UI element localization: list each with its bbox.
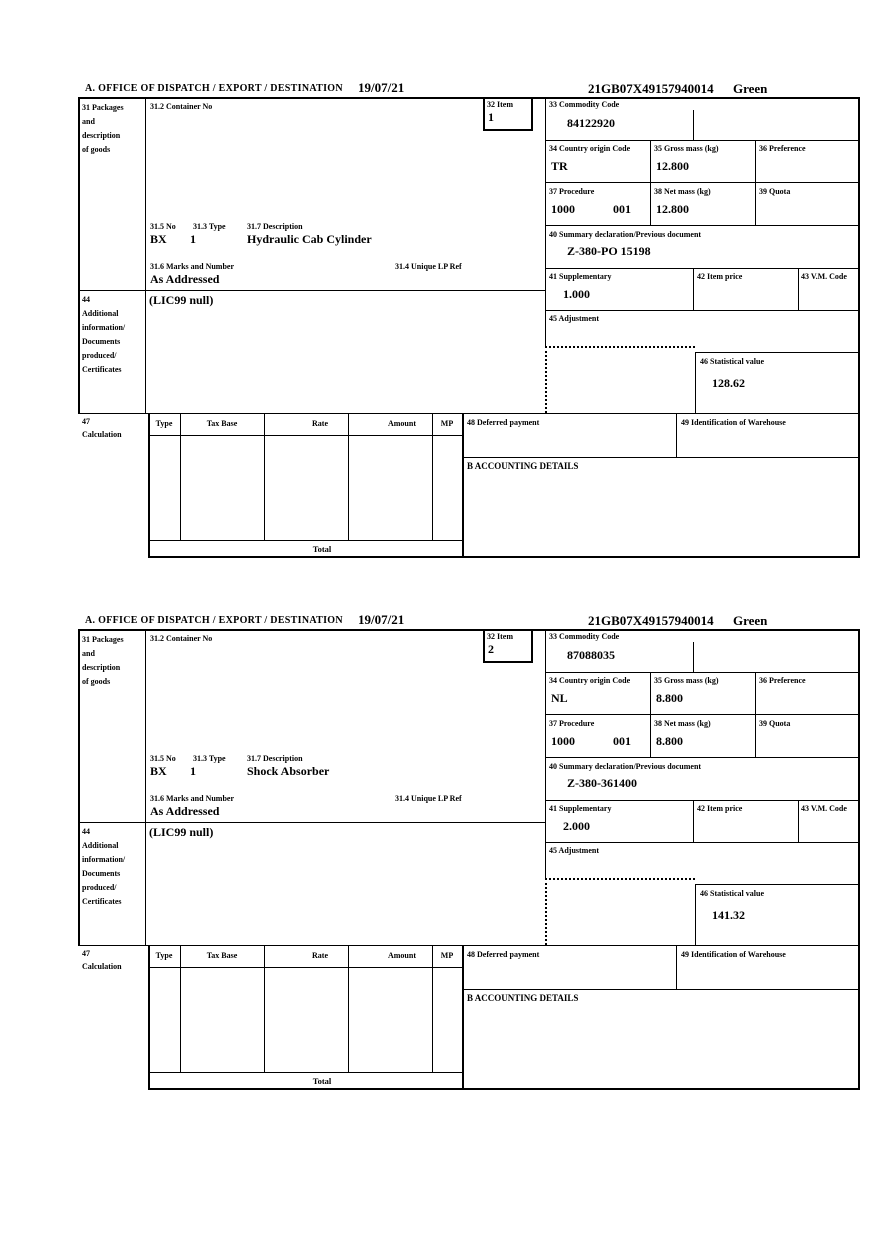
accounting-details-label: B ACCOUNTING DETAILS bbox=[467, 461, 579, 471]
marks-and-number-label: 31.6 Marks and Number bbox=[150, 262, 235, 271]
taxtable-header-underline bbox=[148, 967, 464, 968]
commodity-code-label: 33 Commodity Code bbox=[549, 100, 620, 109]
item-price-label: 42 Item price bbox=[697, 272, 743, 281]
box44-label-line2: Additional bbox=[82, 309, 119, 318]
gross-mass-label: 35 Gross mass (kg) bbox=[654, 676, 719, 685]
commodity-subfield-tick bbox=[693, 110, 694, 140]
gross-mass-value: 12.800 bbox=[656, 159, 689, 173]
commodity-code-value: 87088035 bbox=[567, 648, 615, 662]
declaration-date: 19/07/21 bbox=[358, 80, 405, 95]
item-number-value: 1 bbox=[488, 110, 494, 124]
taxtable-col1-divider bbox=[180, 945, 181, 1072]
dashed-top-border bbox=[545, 346, 695, 348]
box31-label-line3: description bbox=[82, 663, 121, 672]
deferred-payment-label: 48 Deferred payment bbox=[467, 950, 540, 959]
row48-bottom-border bbox=[462, 457, 860, 458]
item-declaration-block bbox=[78, 80, 862, 560]
outer-right-border bbox=[858, 629, 860, 1090]
additional-info-value: (LIC99 null) bbox=[149, 825, 214, 839]
box31-label-line2: and bbox=[82, 649, 95, 658]
commodity-code-label: 33 Commodity Code bbox=[549, 632, 620, 641]
tax-amount-header: Amount bbox=[387, 951, 416, 960]
package-kind-value: BX bbox=[150, 232, 167, 246]
section-divider-line bbox=[78, 413, 860, 414]
box31-label-line1: 31 Packages bbox=[82, 635, 124, 644]
net-mass-value: 8.800 bbox=[656, 734, 683, 748]
unique-lp-ref-label: 31.4 Unique LP Ref bbox=[395, 262, 462, 271]
col48-49-divider bbox=[676, 413, 677, 457]
box44-label-line2: Additional bbox=[82, 841, 119, 850]
route-status: Green bbox=[733, 81, 768, 96]
procedure-value: 1000 bbox=[551, 734, 575, 748]
goods-description-value: Shock Absorber bbox=[247, 764, 330, 778]
net-mass-value: 12.800 bbox=[656, 202, 689, 216]
row40-bottom-border bbox=[545, 800, 860, 801]
row34-bottom-border bbox=[545, 182, 860, 183]
tax-type-header: Type bbox=[155, 419, 173, 428]
procedure-value: 1000 bbox=[551, 202, 575, 216]
marks-value: As Addressed bbox=[150, 804, 220, 818]
description-label: 31.7 Description bbox=[247, 754, 303, 763]
package-kind-value: BX bbox=[150, 764, 167, 778]
quota-label: 39 Quota bbox=[759, 719, 791, 728]
row48-bottom-border bbox=[462, 989, 860, 990]
outer-right-border bbox=[858, 97, 860, 558]
outer-left-border bbox=[78, 97, 80, 413]
row41-bottom-border bbox=[545, 310, 860, 311]
col35-36-divider bbox=[755, 140, 756, 225]
previous-document-value: Z-380-361400 bbox=[567, 776, 637, 790]
taxtable-col2-divider bbox=[264, 945, 265, 1072]
outer-top-border bbox=[78, 629, 860, 631]
section-divider-line bbox=[78, 945, 860, 946]
taxtable-col1-divider bbox=[180, 413, 181, 540]
tax-mp-header: MP bbox=[440, 419, 454, 428]
country-origin-label: 34 Country origin Code bbox=[549, 676, 631, 685]
col41-42-divider bbox=[693, 800, 694, 842]
warehouse-id-label: 49 Identification of Warehouse bbox=[681, 418, 786, 427]
tax-mp-header: MP bbox=[440, 951, 454, 960]
box31-label-line4: of goods bbox=[82, 145, 111, 154]
row41-bottom-border bbox=[545, 842, 860, 843]
col41-42-divider bbox=[693, 268, 694, 310]
quota-label: 39 Quota bbox=[759, 187, 791, 196]
row37-bottom-border bbox=[545, 225, 860, 226]
tax-base-header: Tax Base bbox=[206, 419, 238, 428]
col34-35-divider bbox=[650, 672, 651, 757]
procedure-extension-value: 001 bbox=[613, 202, 631, 216]
outer-bottom-border bbox=[148, 1088, 860, 1090]
tax-base-header: Tax Base bbox=[206, 951, 238, 960]
net-mass-label: 38 Net mass (kg) bbox=[654, 719, 711, 728]
box31-label-line1: 31 Packages bbox=[82, 103, 124, 112]
warehouse-id-label: 49 Identification of Warehouse bbox=[681, 950, 786, 959]
col35-36-divider bbox=[755, 672, 756, 757]
box44-divider bbox=[78, 290, 545, 291]
box44-label-line4: Documents bbox=[82, 869, 121, 878]
item-number-label: 32 Item bbox=[487, 632, 513, 641]
outer-left-border bbox=[78, 629, 80, 945]
declaration-reference: 21GB07X49157940014 bbox=[588, 81, 714, 96]
packages-type-label: 31.3 Type bbox=[193, 754, 226, 763]
packages-no-label: 31.5 No bbox=[150, 222, 176, 231]
taxtable-col3-divider bbox=[348, 945, 349, 1072]
taxtable-col2-divider bbox=[264, 413, 265, 540]
office-of-dispatch-label: A. OFFICE OF DISPATCH / EXPORT / DESTINATION bbox=[85, 615, 343, 626]
row34-bottom-border bbox=[545, 714, 860, 715]
procedure-extension-value: 001 bbox=[613, 734, 631, 748]
dashed-left-border bbox=[545, 346, 547, 413]
container-no-label: 31.2 Container No bbox=[150, 634, 213, 643]
box44-label-line6: Certificates bbox=[82, 897, 122, 906]
taxtable-bottom-border bbox=[148, 1072, 464, 1073]
adjustment-label: 45 Adjustment bbox=[549, 314, 600, 323]
taxtable-col4-divider bbox=[432, 945, 433, 1072]
col34-35-divider bbox=[650, 140, 651, 225]
box44-label-line5: produced/ bbox=[82, 883, 117, 892]
taxtable-col4-divider bbox=[432, 413, 433, 540]
label-column-border bbox=[145, 97, 146, 413]
preference-label: 36 Preference bbox=[759, 144, 806, 153]
supplementary-label: 41 Supplementary bbox=[549, 272, 612, 281]
unique-lp-ref-label: 31.4 Unique LP Ref bbox=[395, 794, 462, 803]
office-of-dispatch-label: A. OFFICE OF DISPATCH / EXPORT / DESTINATION bbox=[85, 83, 343, 94]
package-count-value: 1 bbox=[190, 764, 196, 778]
total-label: Total bbox=[312, 544, 332, 554]
net-mass-label: 38 Net mass (kg) bbox=[654, 187, 711, 196]
commodity-bottom-border bbox=[545, 140, 860, 141]
procedure-label: 37 Procedure bbox=[549, 187, 595, 196]
packages-no-label: 31.5 No bbox=[150, 754, 176, 763]
marks-and-number-label: 31.6 Marks and Number bbox=[150, 794, 235, 803]
box44-label-line3: information/ bbox=[82, 855, 126, 864]
route-status: Green bbox=[733, 613, 768, 628]
dashed-top-border bbox=[545, 878, 695, 880]
outer-bottom-border bbox=[148, 556, 860, 558]
box31-label-line3: description bbox=[82, 131, 121, 140]
previous-document-label: 40 Summary declaration/Previous document bbox=[549, 762, 702, 771]
preference-label: 36 Preference bbox=[759, 676, 806, 685]
vm-code-label: 43 V.M. Code bbox=[801, 804, 847, 813]
tax-rate-header: Rate bbox=[312, 419, 328, 428]
country-origin-value: NL bbox=[551, 691, 568, 705]
supplementary-units-value: 2.000 bbox=[563, 819, 590, 833]
label-column-border bbox=[145, 629, 146, 945]
package-count-value: 1 bbox=[190, 232, 196, 246]
supplementary-label: 41 Supplementary bbox=[549, 804, 612, 813]
col48-49-divider bbox=[676, 945, 677, 989]
box44-label-line1: 44 bbox=[82, 827, 90, 836]
dashed-left-border bbox=[545, 878, 547, 945]
tax-amount-header: Amount bbox=[387, 419, 416, 428]
declaration-date: 19/07/21 bbox=[358, 612, 405, 627]
item-number-value: 2 bbox=[488, 642, 494, 656]
box31-label-line4: of goods bbox=[82, 677, 111, 686]
outer-top-border bbox=[78, 97, 860, 99]
supplementary-units-value: 1.000 bbox=[563, 287, 590, 301]
col42-43-divider bbox=[798, 268, 799, 310]
taxtable-bottom-border bbox=[148, 540, 464, 541]
procedure-label: 37 Procedure bbox=[549, 719, 595, 728]
gross-mass-value: 8.800 bbox=[656, 691, 683, 705]
container-no-label: 31.2 Container No bbox=[150, 102, 213, 111]
previous-document-label: 40 Summary declaration/Previous document bbox=[549, 230, 702, 239]
description-label: 31.7 Description bbox=[247, 222, 303, 231]
accounting-details-label: B ACCOUNTING DETAILS bbox=[467, 993, 579, 1003]
statistical-value: 141.32 bbox=[712, 908, 745, 922]
box44-label-line6: Certificates bbox=[82, 365, 122, 374]
item-price-label: 42 Item price bbox=[697, 804, 743, 813]
col42-43-divider bbox=[798, 800, 799, 842]
country-origin-value: TR bbox=[551, 159, 568, 173]
calculation-number-label: 47 bbox=[82, 949, 90, 958]
tax-rate-header: Rate bbox=[312, 951, 328, 960]
item-number-label: 32 Item bbox=[487, 100, 513, 109]
statistical-value-label: 46 Statistical value bbox=[700, 889, 764, 898]
gross-mass-label: 35 Gross mass (kg) bbox=[654, 144, 719, 153]
box44-label-line3: information/ bbox=[82, 323, 126, 332]
country-origin-label: 34 Country origin Code bbox=[549, 144, 631, 153]
goods-description-value: Hydraulic Cab Cylinder bbox=[247, 232, 372, 246]
box44-label-line5: produced/ bbox=[82, 351, 117, 360]
calculation-label: Calculation bbox=[82, 962, 122, 971]
commodity-bottom-border bbox=[545, 672, 860, 673]
previous-document-value: Z-380-PO 15198 bbox=[567, 244, 651, 258]
statistical-value-label: 46 Statistical value bbox=[700, 357, 764, 366]
commodity-code-value: 84122920 bbox=[567, 116, 615, 130]
box44-label-line4: Documents bbox=[82, 337, 121, 346]
row40-bottom-border bbox=[545, 268, 860, 269]
additional-info-value: (LIC99 null) bbox=[149, 293, 214, 307]
marks-value: As Addressed bbox=[150, 272, 220, 286]
adjustment-label: 45 Adjustment bbox=[549, 846, 600, 855]
tax-type-header: Type bbox=[155, 951, 173, 960]
item-declaration-block bbox=[78, 612, 862, 1092]
taxtable-col3-divider bbox=[348, 413, 349, 540]
total-label: Total bbox=[312, 1076, 332, 1086]
packages-type-label: 31.3 Type bbox=[193, 222, 226, 231]
box31-label-line2: and bbox=[82, 117, 95, 126]
box44-label-line1: 44 bbox=[82, 295, 90, 304]
declaration-reference: 21GB07X49157940014 bbox=[588, 613, 714, 628]
calculation-number-label: 47 bbox=[82, 417, 90, 426]
row37-bottom-border bbox=[545, 757, 860, 758]
statistical-value: 128.62 bbox=[712, 376, 745, 390]
vm-code-label: 43 V.M. Code bbox=[801, 272, 847, 281]
taxtable-header-underline bbox=[148, 435, 464, 436]
commodity-subfield-tick bbox=[693, 642, 694, 672]
deferred-payment-label: 48 Deferred payment bbox=[467, 418, 540, 427]
calculation-label: Calculation bbox=[82, 430, 122, 439]
box44-divider bbox=[78, 822, 545, 823]
